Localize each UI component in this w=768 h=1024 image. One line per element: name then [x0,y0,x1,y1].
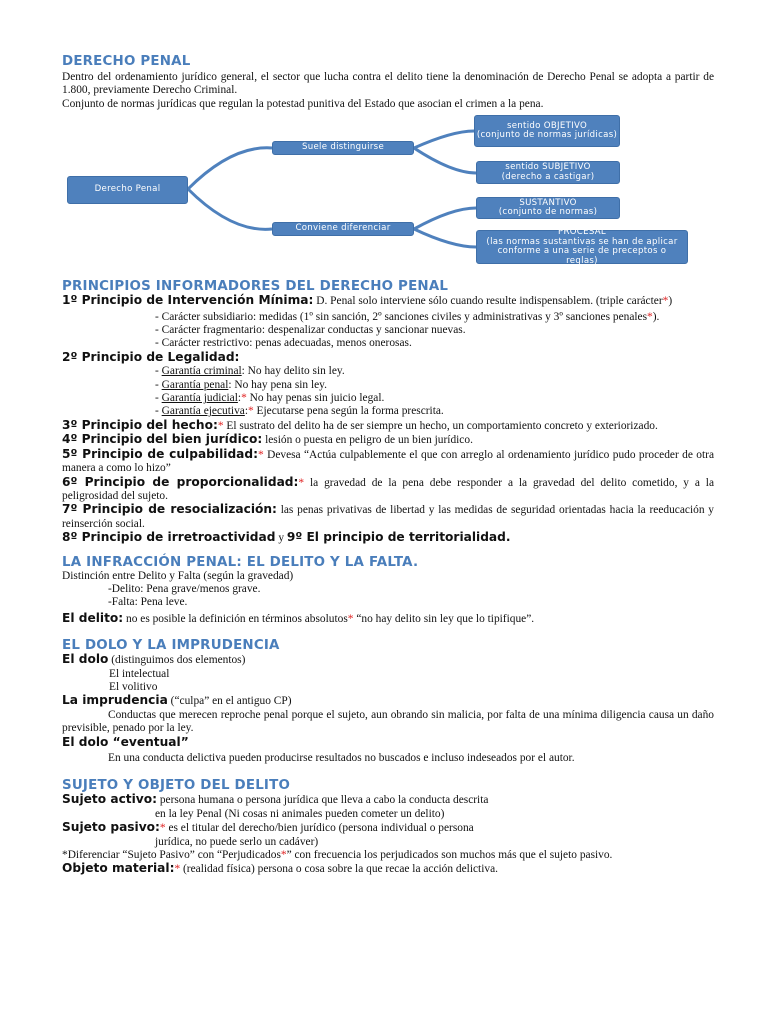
delito-line: -Delito: Pena grave/menos grave. [108,582,261,595]
principle-2: 2º Principio de Legalidad: [62,349,240,364]
imprudencia-paragraph: Conductas que merecen reproche penal porque el sujeto, aun obrando sin malicia, por falta de una mínima diligencia causa un daño previsible, penado por la ley. [62,708,714,735]
section-title-dolo-imprudencia: EL DOLO Y LA IMPRUDENCIA [62,638,280,654]
document-page [62,54,714,877]
objeto-material: Objeto material:* (realidad física) persona o cosa sobre la que recae la acción delictiva. [62,861,498,876]
principle-3: 3º Principio del hecho:* El sustrato del delito ha de ser siempre un hecho, un comportamiento concreto y exteriorizado. [62,417,658,432]
sujeto-pasivo: Sujeto pasivo:* es el titular del derecho/bien jurídico (persona individual o persona [62,820,474,835]
section-title-sujeto-objeto: SUJETO Y OBJETO DEL DELITO [62,778,291,794]
dolo-eventual-paragraph: En una conducta delictiva pueden producirse resultados no buscados e incluso indeseados por el autor. [108,752,575,764]
el-dolo: El dolo (distinguimos dos elementos) [62,652,246,667]
garantia-judicial: - Garantía judicial:* No hay penas sin juicio legal. [155,392,385,405]
diagram-leaf-sentido-objetivo: sentido OBJETIVO (conjunto de normas jurídicas) [474,115,620,147]
principle-7: 7º Principio de resocialización: las penas privativas de libertad y las medidas de seguridad orientadas hacia la reeducación y reinserción social. [62,502,714,530]
section-title-derecho-penal: DERECHO PENAL [62,54,191,69]
intro-paragraph: Dentro del ordenamiento jurídico general, el sector que lucha contra el delito tiene la denominación de Derecho Penal se adopta a partir de 1.800, previamente Derecho Criminal. [62,71,714,97]
la-imprudencia: La imprudencia (“culpa” en el antiguo CP) [62,693,292,708]
diagram-branch-conviene-diferenciar: Conviene diferenciar [272,222,414,236]
diagram-root-derecho-penal: Derecho Penal [67,176,188,204]
connector-branch1-to-leaf2 [414,148,476,173]
garantia-criminal: - Garantía criminal: No hay delito sin ley. [155,365,345,378]
principle-1-restrictivo: - Carácter restrictivo: penas adecuadas, menos onerosas. [155,337,412,350]
garantia-penal: - Garantía penal: No hay pena sin ley. [155,378,327,391]
diagram-leaf-procesal: PROCESAL (las normas sustantivas se han de aplicar conforme a una serie de preceptos o reglas) [476,230,688,264]
delito-falta-distincion: Distinción entre Delito y Falta (según la gravedad) [62,569,294,582]
connector-branch1-to-leaf1 [414,131,474,148]
dolo-intelectual: El intelectual [109,667,170,680]
principle-1: 1º Principio de Intervención Mínima: D. Penal solo interviene sólo cuando resulte indispensablem. (triple carácter*) [62,293,673,308]
dolo-volitivo: El volitivo [109,680,158,693]
diagram-branch-suele-distinguirse: Suele distinguirse [272,141,414,155]
principle-8-9: 8º Principio de irretroactividad y 9º El principio de territorialidad. [62,530,511,545]
section-title-infraccion: LA INFRACCIÓN PENAL: EL DELITO Y LA FALTA. [62,554,419,570]
garantia-ejecutiva: - Garantía ejecutiva:* Ejecutarse pena según la forma prescrita. [155,405,444,418]
diagram-leaf-sentido-subjetivo: sentido SUBJETIVO (derecho a castigar) [476,161,620,184]
definition-paragraph: Conjunto de normas jurídicas que regulan la potestad punitiva del Estado que asocian el crimen a la pena. [62,97,544,110]
connector-branch2-to-leaf3 [414,208,476,229]
principle-1-fragmentario: - Carácter fragmentario: despenalizar conductas y sancionar nuevas. [155,324,466,337]
principle-1-subsidiario: - Carácter subsidiario: medidas (1º sin sanción, 2º sanciones civiles y administrativas y 3º sanciones penales*). [155,310,660,323]
connector-branch2-to-leaf4 [414,229,476,247]
diagram-leaf-sustantivo: SUSTANTIVO (conjunto de normas) [476,197,620,219]
el-delito: El delito: no es posible la definición en términos absolutos* “no hay delito sin ley que lo tipifique”. [62,610,535,625]
principle-4: 4º Principio del bien jurídico: lesión o puesta en peligro de un bien jurídico. [62,432,473,447]
principle-5: 5º Principio de culpabilidad:* Devesa “Actúa culpablemente el que con arreglo al ordenamiento jurídico pudo proceder de otra manera a como lo hizo” [62,446,714,475]
sujeto-activo: Sujeto activo: persona humana o persona jurídica que lleva a cabo la conducta descrita [62,792,489,807]
dolo-eventual: El dolo “eventual” [62,734,189,749]
section-title-principios: PRINCIPIOS INFORMADORES DEL DERECHO PENAL [62,279,449,295]
principle-6: 6º Principio de proporcionalidad:* la gravedad de la pena debe responder a la gravedad del delito cometido, y a la peligrosidad del sujeto. [62,474,714,502]
connector-root-to-branch2 [188,189,272,229]
diferenciar-note: *Diferenciar “Sujeto Pasivo” con “Perjudicados*” con frecuencia los perjudicados son muchos más que el sujeto pasivo. [62,849,613,862]
sujeto-activo-cont: en la ley Penal (Ni cosas ni animales pueden cometer un delito) [155,807,445,820]
falta-line: -Falta: Pena leve. [108,596,188,609]
connector-root-to-branch1 [188,148,272,189]
derecho-penal-diagram [62,115,714,265]
sujeto-pasivo-cont: jurídica, no puede serlo un cadáver) [155,835,319,848]
